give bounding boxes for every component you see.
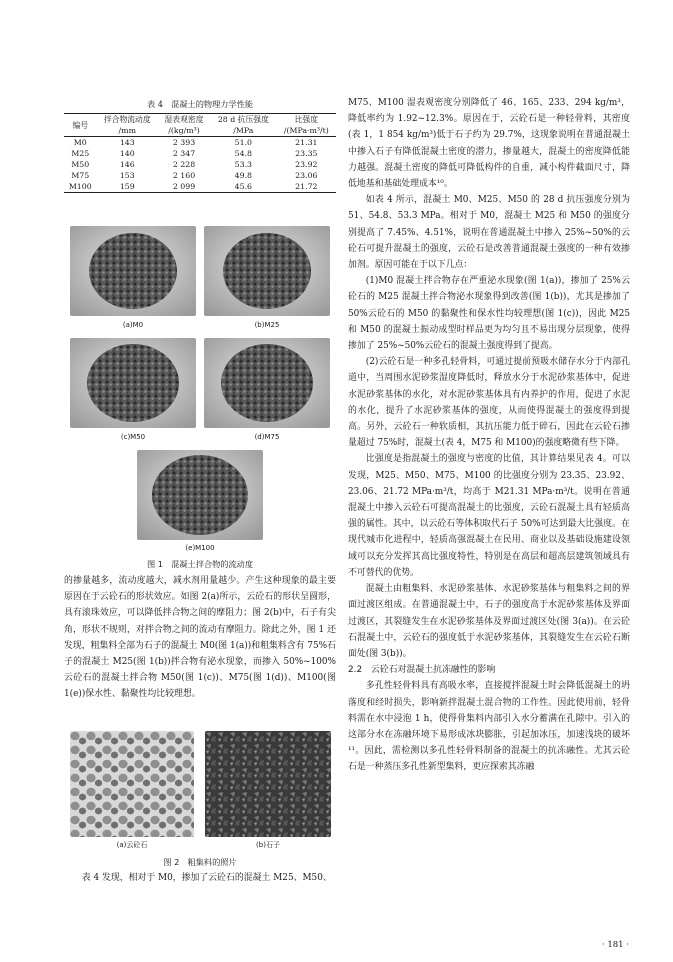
col-header-id: 编号 bbox=[64, 114, 97, 137]
photo-gravel bbox=[205, 731, 331, 837]
photo-m50 bbox=[70, 338, 196, 428]
cell: 143 bbox=[119, 138, 135, 147]
fig2-label-a: (a)云砼石 bbox=[116, 841, 148, 849]
cell: 23.92 bbox=[295, 160, 318, 169]
cell: 153 bbox=[119, 171, 135, 180]
cell: 140 bbox=[119, 149, 135, 158]
col-header-slump: 拌合物流动度 bbox=[97, 114, 158, 126]
fig1-label-b: (b)M25 bbox=[254, 321, 280, 329]
page-number: · 181 · bbox=[601, 940, 629, 950]
right-paragraph-4: (2)云砼石是一种多孔轻骨料，可通过提前预吸水储存水分于内部孔道中，当周围水泥砂浆湿度降低时，释放水分于水泥砂浆基体中，促进水泥砂浆基体的水化，对水泥砂浆基体具有内养护的作用，促进了水泥的水化，提升了水泥砂浆基体的强度，从而使得混凝土的强度得到提高。另外，云砼石一种软质相，其抗压能力低于碎石，因此在云砼石掺量超过 75%时，混凝土(表 4，M75 和 M100)的强度略微有些下降。 bbox=[348, 357, 630, 449]
table-row bbox=[64, 137, 336, 149]
cell: 159 bbox=[97, 181, 158, 193]
right-paragraph-7: 多孔性轻骨料具有高吸水率，直接搅拌混凝土时会降低混凝土的坍落度和经时损失，影响新拌混凝土混合物的工作性。因此使用前，轻骨料需在水中浸泡 1 h，使得骨集料内部引入水分蓄满在孔隙中。引入的这部分水在冻融环境下易形成冰块膨胀，引起加冰压，加速浅块的破坏¹¹。因此，需检测以多孔性轻骨料制备的混凝土的抗冻融性。尤其云砼石是一种蒸压多孔性新型集料，更应探索其冻融 bbox=[348, 681, 630, 773]
fig1-label-a: (a)M0 bbox=[122, 321, 144, 329]
cell: 21.72 bbox=[277, 181, 336, 193]
right-paragraph-1: M75、M100 湿表观密度分别降低了 46、165、233、294 kg/m³，降低率约为 1.92~12.3%。原因在于，云砼石是一种轻骨料，其密度(表 1，1 854 kg/m³)低于石子约为 29.7%，这现象说明在普通混凝土中掺入石子有降低混凝土密度的潜力，掺量越大，混凝土的密度降低能力越强。混凝土密度的降低可降低构件的自重，减小构件截面尺寸，降低地基和基础处理成本¹⁰。 bbox=[348, 98, 630, 190]
cell: M25 bbox=[71, 149, 90, 158]
fig2-label-b: (b)石子 bbox=[256, 841, 280, 849]
fig1-label-d: (d)M75 bbox=[254, 433, 280, 441]
unit-specific: /(MPa·m³/t) bbox=[277, 125, 336, 137]
cell: 54.8 bbox=[234, 149, 253, 158]
cell: 21.31 bbox=[295, 138, 318, 147]
unit-density: /(kg/m³) bbox=[158, 125, 210, 137]
col-header-density: 湿表观密度 bbox=[158, 114, 210, 126]
right-paragraph-5: 比强度是指混凝土的强度与密度的比值，其计算结果见表 4。可以发现，M25、M50、M75、M100 的比强度分别为 23.35、23.92、23.06、21.72 MPa·m³/t，均高于 M21.31 MPa·m³/t。说明在普通混凝土中掺入云砼石可提高混凝土的比强度，云砼石混凝土具有轻质高强的属性。其中，以云砼石等体积取代石子 50%可达到最大比强度。在现代城市化进程中，轻质高强混凝土在民用、商业以及基础设施建设领域可以充分发挥其高比强度特性，特别是在高层和超高层建筑领域具有不可替代的优势。 bbox=[348, 454, 630, 578]
photo-m0 bbox=[70, 226, 196, 316]
cell: 2 099 bbox=[158, 181, 210, 193]
unit-slump: /mm bbox=[97, 125, 158, 137]
photo-m25 bbox=[204, 226, 330, 316]
fig1-label-c: (c)M50 bbox=[120, 433, 146, 441]
cell: 2 160 bbox=[172, 171, 196, 180]
cell: 2 393 bbox=[172, 138, 196, 147]
unit-strength: /MPa bbox=[210, 125, 277, 137]
table-row bbox=[64, 181, 336, 193]
cell: 51.0 bbox=[234, 138, 253, 147]
fig1-label-e: (e)M100 bbox=[185, 544, 215, 552]
cell: 45.6 bbox=[210, 181, 277, 193]
cell: 49.8 bbox=[234, 171, 253, 180]
col-header-specific: 比强度 bbox=[277, 114, 336, 126]
photo-m100 bbox=[137, 450, 263, 540]
col-header-strength: 28 d 抗压强度 bbox=[210, 114, 277, 126]
right-paragraph-2: 如表 4 所示，混凝土 M0、M25、M50 的 28 d 抗压强度分别为 51、54.8、53.3 MPa。相对于 M0，混凝土 M25 和 M50 的强度分别提高了 7.45%、4.51%，说明在普通混凝土中掺入 25%~50%的云砼石可提升混凝土的强度，云砼石是改善普通混凝土强度的一种有效掺加剂。原因可能在于以下几点： bbox=[348, 195, 630, 271]
table-row bbox=[64, 170, 336, 181]
photo-m75 bbox=[204, 338, 330, 428]
cell: 2 228 bbox=[172, 160, 196, 169]
right-paragraph-6: 混凝土由粗集料、水泥砂浆基体、水泥砂浆基体与粗集料之间的界面过渡区组成。在普通混凝土中，石子的强度高于水泥砂浆基体及界面过渡区，其裂缝发生在水泥砂浆基体及界面过渡区处(图 3(a))。在云砼石混凝土中，云砼石的强度低于水泥砂浆基体，其裂缝发生在云砼石断面处(图 3(b))。 bbox=[348, 584, 630, 659]
fig2-caption: 图 2 粗集料的照片 bbox=[163, 857, 237, 867]
table-caption: 表 4 混凝土的物理力学性能 bbox=[146, 99, 254, 109]
fig1-caption: 图 1 混凝土拌合物的流动度 bbox=[146, 559, 254, 569]
right-paragraph-3: (1)M0 混凝土拌合物存在严重泌水现象(图 1(a))，掺加了 25%云砼石的 M25 混凝土拌合物泌水现象得到改善(图 1(b))，尤其是掺加了 50%云砼石的 M50 的黏聚性和保水性均较理想(图 1(c))，因此 M25 和 M50 的混凝土振动成型时样品更为均匀且不易出现分层现象，使得掺加了 25%~50%云砼石的混凝土强度得到了提高。 bbox=[348, 276, 630, 352]
cell: 2 347 bbox=[172, 149, 196, 158]
cell: 146 bbox=[119, 160, 135, 169]
cell: M0 bbox=[73, 138, 87, 147]
cell: M100 bbox=[64, 181, 97, 193]
left-paragraph-1: 的掺量越多，流动度越大，减水剂用量越少。产生这种现象的最主要原因在于云砼石的形状效应。如图 2(a)所示，云砼石的形状呈圆形，具有滚珠效应，可以降低拌合物之间的摩阻力；图 2(b)中，石子有尖角，形状不规则，对拌合物之间的流动有摩阻力。除此之外，图 1 还发现，粗集料全部为石子的混凝土 M0(图 1(a))和粗集料含有 75%石子的混凝土 M25(图 1(b))拌合物有泌水现象，而掺入 50%~100%云砼石的混凝土拌合物 M50(图 1(c))、M75(图 1(d))、M100(图 1(e))保水性、黏聚性均比较理想。 bbox=[64, 576, 336, 700]
cell: 23.35 bbox=[295, 149, 318, 158]
cell: 23.06 bbox=[295, 171, 318, 180]
properties-table bbox=[64, 113, 336, 193]
table-row bbox=[64, 148, 336, 159]
cell: M75 bbox=[71, 171, 90, 180]
cell: 53.3 bbox=[234, 160, 253, 169]
photo-yuntongshi bbox=[70, 731, 194, 837]
section-heading: 2.2 云砼石对混凝土抗冻融性的影响 bbox=[348, 665, 496, 676]
cell: M50 bbox=[71, 160, 90, 169]
table-row bbox=[64, 159, 336, 170]
left-paragraph-2: 表 4 发现，相对于 M0，掺加了云砼石的混凝土 M25、M50、 bbox=[81, 873, 332, 883]
